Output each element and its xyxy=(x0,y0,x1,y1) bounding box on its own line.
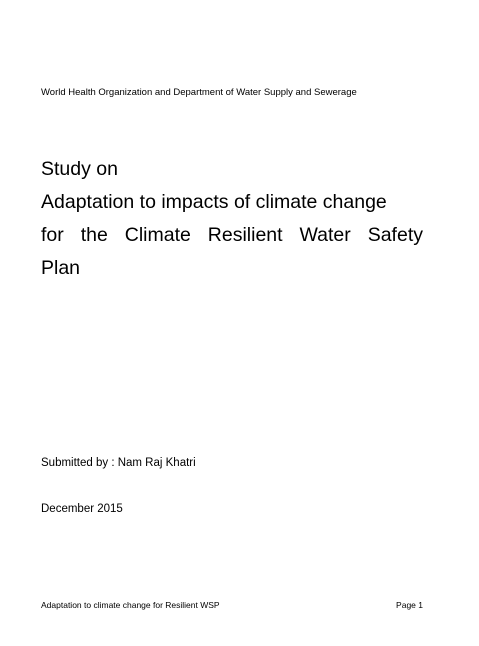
submitted-by: Submitted by : Nam Raj Khatri xyxy=(41,457,196,469)
title-line-3: for the Climate Resilient Water Safety xyxy=(41,224,423,246)
title-line-4: Plan xyxy=(41,257,81,279)
footer-running-title: Adaptation to climate change for Resilient WSP xyxy=(41,600,220,610)
title-line-2: Adaptation to impacts of climate change xyxy=(41,191,387,213)
organization-line: World Health Organization and Department of Water Supply and Sewerage xyxy=(41,87,357,98)
document-date: December 2015 xyxy=(41,503,123,515)
footer-page-number: Page 1 xyxy=(396,600,423,610)
document-title xyxy=(41,153,423,285)
title-line-1: Study on xyxy=(41,158,118,180)
